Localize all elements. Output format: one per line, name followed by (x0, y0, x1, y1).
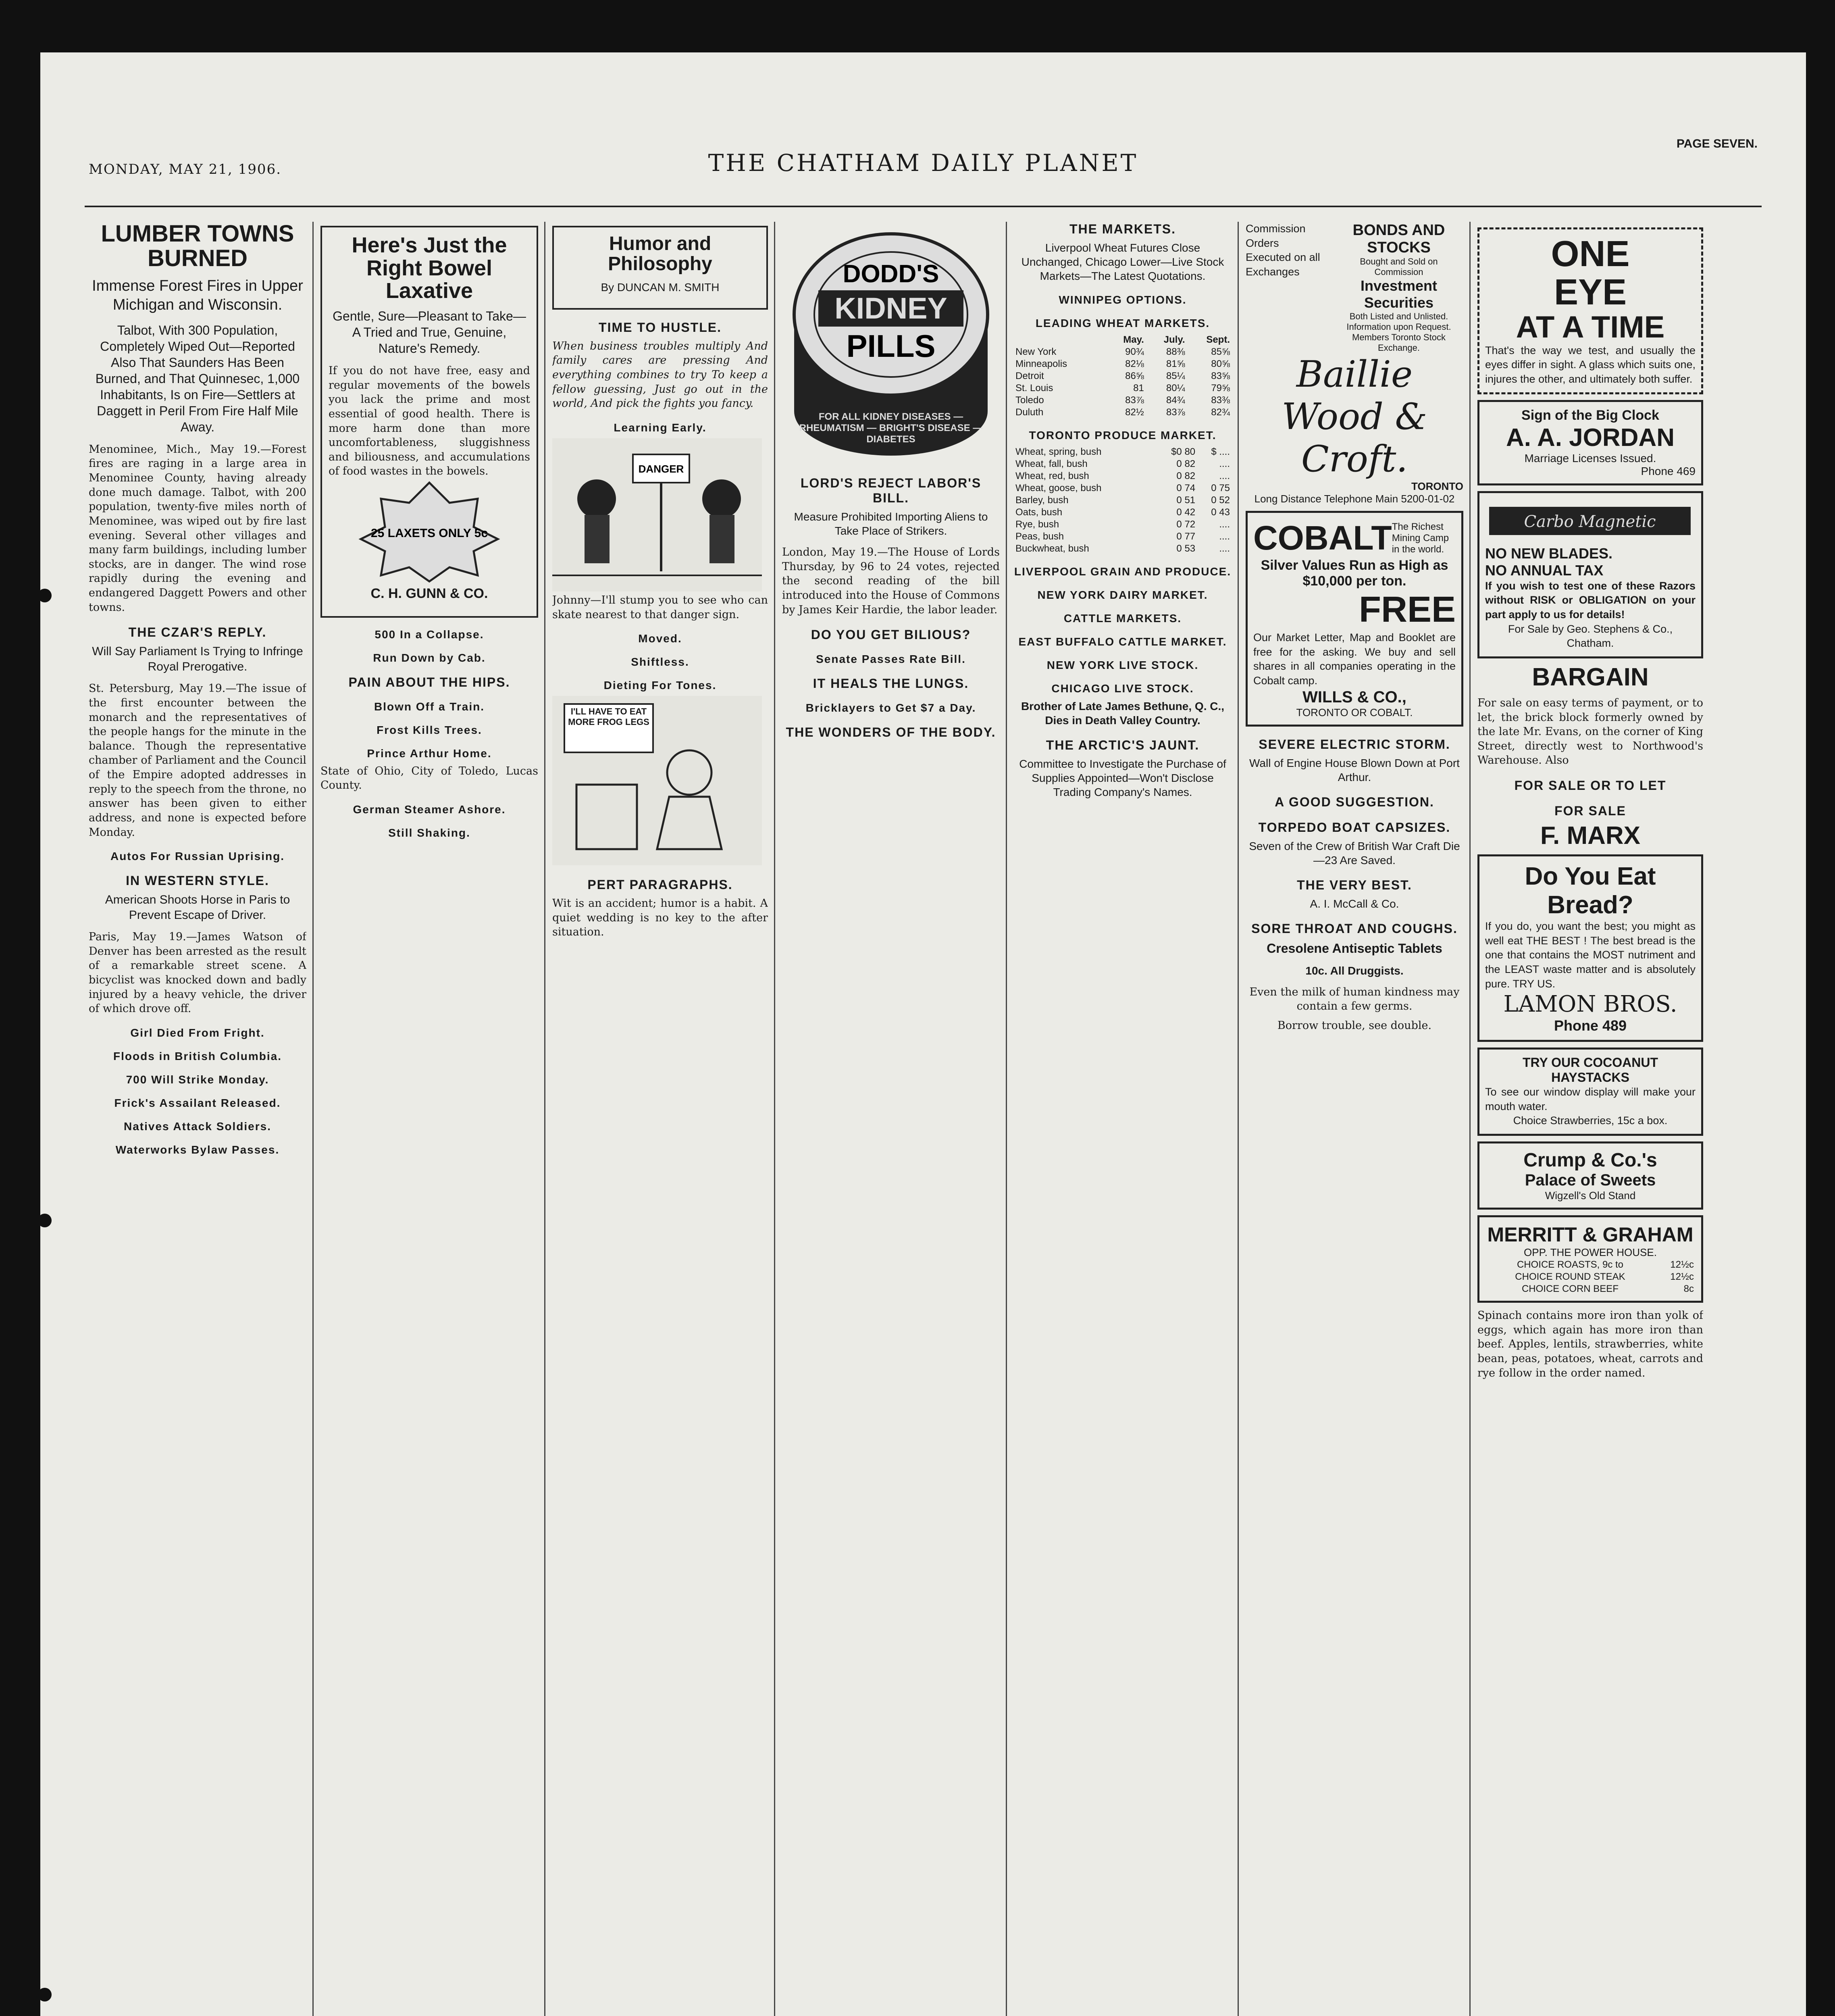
headline-prince: Prince Arthur Home. (367, 747, 492, 760)
headline-bethune: Brother of Late James Bethune, Q. C., Dies in Death Valley Country. (1021, 700, 1225, 727)
coconut-headline: TRY OUR COCOANUT HAYSTACKS (1523, 1055, 1658, 1085)
eye-ad (1477, 227, 1703, 394)
headline-sore-throat: SORE THROAT AND COUGHS. (1251, 921, 1458, 936)
cobalt-headline: COBALT (1253, 519, 1392, 557)
masthead (40, 137, 1806, 194)
table-cell: .... (1219, 543, 1230, 554)
grain-row (1014, 531, 1232, 543)
headline-toronto-produce: TORONTO PRODUCE MARKET. (1029, 429, 1217, 442)
table-cell: Peas, bush (1015, 531, 1064, 542)
table-cell: CHOICE ROUND STEAK (1515, 1271, 1625, 1283)
table-cell: 83⅜ (1211, 395, 1230, 406)
headline-cab: Run Down by Cab. (373, 651, 486, 664)
table-cell: .... (1219, 531, 1230, 542)
headline-humor: Humor and Philosophy (608, 233, 712, 275)
eye-line-2: EYE (1554, 272, 1627, 312)
column-3 (552, 222, 768, 2016)
headline-laxative: Here's Just the Right Bowel Laxative (352, 233, 507, 303)
headline-autos: Autos For Russian Uprising. (110, 850, 285, 863)
column-rule (312, 222, 314, 2016)
grain-row (1014, 494, 1232, 506)
headline-shaking: Still Shaking. (388, 826, 470, 839)
table-cell: 0 53 (1176, 543, 1196, 554)
table-cell: Minneapolis (1015, 358, 1067, 369)
cartoon-frog-legs (552, 696, 762, 865)
lamon-name: LAMON BROS. (1503, 991, 1677, 1018)
cobalt-ad (1246, 511, 1463, 727)
table-cell: Wheat, spring, bush (1015, 446, 1102, 457)
razor-no-blades: NO NEW BLADES. (1485, 545, 1613, 562)
merritt-price-row (1485, 1271, 1696, 1283)
leading-wheat-row (1014, 382, 1232, 394)
table-cell: .... (1219, 458, 1230, 469)
clock-headline: Sign of the Big Clock (1521, 407, 1659, 423)
merritt-sub: OPP. THE POWER HOUSE. (1524, 1246, 1657, 1259)
table-cell: 82¾ (1211, 407, 1230, 418)
laxets-seal-icon (329, 479, 530, 583)
coconut-body: To see our window display will make your mouth water. (1485, 1086, 1696, 1112)
headline-arctic: THE ARCTIC'S JAUNT. (1046, 738, 1200, 752)
headline-floods: Floods in British Columbia. (113, 1050, 282, 1062)
binding-hole (40, 1988, 52, 2001)
table-cell: 86⅝ (1125, 371, 1144, 381)
headline-lords: LORD'S REJECT LABOR'S BILL. (800, 476, 982, 505)
crump-ad (1477, 1141, 1703, 1210)
cobalt-body: Our Market Letter, Map and Booklet are free for the asking. We buy and sell shares in all companies operating in the Cobalt camp. (1253, 631, 1456, 687)
table-cell: Buckwheat, bush (1015, 543, 1089, 554)
cobalt-free: FREE (1359, 589, 1456, 630)
druggists-price: 10c. All Druggists. (1305, 964, 1404, 977)
bargain-body: For sale on easy terms of payment, or to let, the brick block formerly owned by the late Mr. Evans, on the corner of King Street, directly west to Northwood's Warehouse. Also (1477, 696, 1703, 767)
mccall-signature: A. I. McCall & Co. (1310, 897, 1399, 910)
column-rule (1238, 222, 1239, 2016)
headline-strike: 700 Will Strike Monday. (126, 1073, 269, 1086)
commission-orders: Commission Orders Executed on all Exchanges (1246, 223, 1320, 278)
merritt-ad (1477, 1215, 1703, 1303)
headline-chicago: CHICAGO LIVE STOCK. (1051, 682, 1194, 695)
table-cell: .... (1219, 471, 1230, 481)
grain-row (1014, 519, 1232, 531)
table-cell: 12½c (1670, 1271, 1694, 1283)
coconut-ad (1477, 1048, 1703, 1136)
leading-wheat-row (1014, 394, 1232, 406)
bonds-headline: BONDS AND STOCKS (1352, 222, 1445, 256)
table-cell: 85¼ (1166, 371, 1185, 381)
table-cell: 0 74 (1176, 483, 1196, 494)
table-cell: 84¾ (1166, 395, 1185, 406)
headline-lumber: LUMBER TOWNS BURNED (101, 222, 294, 271)
headline-markets: THE MARKETS. (1069, 222, 1176, 236)
table-cell: 0 82 (1176, 458, 1196, 469)
table-cell: Rye, bush (1015, 519, 1059, 530)
ohio-notice: State of Ohio, City of Toledo, Lucas County. (320, 764, 538, 792)
eye-line-3: AT A TIME (1516, 310, 1665, 344)
leading-wheat-row (1014, 346, 1232, 358)
deck-laxative: Gentle, Sure—Pleasant to Take—A Tried and True, Genuine, Nature's Remedy. (333, 309, 526, 356)
table-header-cell: July. (1163, 334, 1185, 345)
table-cell: 0 77 (1176, 531, 1196, 542)
cobalt-values: Silver Values Run as High as $10,000 per ton. (1261, 558, 1448, 589)
merritt-price-row (1485, 1259, 1696, 1271)
table-header-cell: May. (1123, 334, 1144, 345)
table-cell: 0 82 (1176, 471, 1196, 481)
table-cell: Wheat, fall, bush (1015, 458, 1088, 469)
headline-very-best: THE VERY BEST. (1297, 877, 1412, 892)
firm-phone: Long Distance Telephone Main 5200-01-02 (1254, 493, 1455, 505)
binding-hole (40, 1214, 52, 1227)
razor-seller: For Sale by Geo. Stephens & Co., Chatham. (1508, 623, 1673, 650)
crump-stand: Wigzell's Old Stand (1545, 1189, 1636, 1202)
column-7 (1477, 222, 1703, 2016)
filler-milk: Even the milk of human kindness may contain a few germs. (1249, 985, 1460, 1013)
jordan-phone: Phone 469 (1641, 464, 1696, 477)
headline-ny-dairy: NEW YORK DAIRY MARKET. (1037, 589, 1208, 601)
article-lumber: Menominee, Mich., May 19.—Forest fires are raging in a large area in Menominee County, having already done much damage. Talbot, with 200 population, twenty-five miles north of Menominee, was wiped out by fire last evening. Several other villages and many farm buildings, including lumber stocks, are in danger. The wind rose rapidly during the evening and endangered Daggett Powers and other towns. (89, 443, 306, 614)
coconut-strawberries: Choice Strawberries, 15c a box. (1513, 1114, 1668, 1127)
grain-row (1014, 543, 1232, 555)
column-5 (1014, 222, 1232, 2016)
column-rule (544, 222, 545, 2016)
table-cell: 81 (1133, 383, 1144, 394)
table-cell: New York (1015, 346, 1057, 357)
deck-lords: Measure Prohibited Importing Aliens to Take Place of Strikers. (794, 510, 988, 537)
dodds-line-3: PILLS (846, 328, 936, 364)
table-cell: 88⅜ (1166, 346, 1185, 357)
dodds-ring-text: FOR ALL KIDNEY DISEASES — RHEUMATISM — BRIGHT'S DISEASE — DIABETES (799, 411, 983, 445)
cobalt-side-text: The Richest Mining Camp in the world. (1392, 521, 1449, 555)
headline-torpedo: TORPEDO BOAT CAPSIZES. (1258, 820, 1451, 835)
table-cell: CHOICE CORN BEEF (1521, 1283, 1619, 1295)
deck-storm: Wall of Engine House Blown Down at Port Arthur. (1249, 756, 1460, 783)
cartoon-danger-sign (552, 438, 762, 591)
table-cell: 12½c (1670, 1259, 1694, 1270)
article-western: Paris, May 19.—James Watson of Denver has been arrested as the result of a remarkable street scene. A bicyclist was knocked down and badly injured by a heavy vehicle, the driver of which drove off. (89, 931, 306, 1015)
table-cell: St. Louis (1015, 383, 1053, 394)
table-cell: 0 43 (1211, 507, 1230, 518)
cartoon-joke: Johnny—I'll stump you to see who can skate nearest to that danger sign. (552, 594, 768, 621)
leading-wheat-row (1014, 370, 1232, 382)
bread-ad (1477, 854, 1703, 1042)
headline-suggestion: A GOOD SUGGESTION. (1275, 794, 1434, 809)
headline-cattle: CATTLE MARKETS. (1063, 612, 1182, 625)
table-cell: Wheat, goose, bush (1015, 483, 1102, 494)
table-cell: 81⅝ (1166, 358, 1185, 369)
table-cell: 79⅝ (1211, 383, 1230, 394)
bonds-header (1246, 222, 1463, 353)
headline-pert: PERT PARAGRAPHS. (587, 877, 733, 892)
laxets-seller: C. H. GUNN & CO. (370, 586, 488, 602)
grain-table (1014, 446, 1232, 555)
headline-senate: Senate Passes Rate Bill. (816, 653, 966, 666)
headline-czar: THE CZAR'S REPLY. (128, 625, 267, 640)
headline-lungs: IT HEALS THE LUNGS. (813, 676, 969, 691)
headline-bricklayers: Bricklayers to Get $7 a Day. (805, 702, 976, 714)
deck-arctic: Committee to Investigate the Purchase of Supplies Appointed—Won't Disclose Trading Company's Names. (1019, 758, 1226, 798)
table-cell: Detroit (1015, 371, 1044, 381)
grain-row (1014, 506, 1232, 519)
grain-row (1014, 470, 1232, 482)
table-cell: Duluth (1015, 407, 1044, 418)
table-cell: 80⅝ (1211, 358, 1230, 369)
headline-bilious: DO YOU GET BILIOUS? (811, 627, 971, 642)
grain-row (1014, 458, 1232, 470)
merritt-name: MERRITT & GRAHAM (1487, 1223, 1694, 1246)
dodds-line-2: KIDNEY (834, 292, 947, 325)
table-cell: 82½ (1125, 407, 1144, 418)
byline-humor: By DUNCAN M. SMITH (601, 281, 720, 294)
headline-liverpool: LIVERPOOL GRAIN AND PRODUCE. (1014, 565, 1232, 578)
seal-text: 25 LAXETS ONLY 5c (370, 527, 488, 540)
headline-frick: Frick's Assailant Released. (114, 1096, 281, 1109)
issue-date: MONDAY, MAY 21, 1906. (89, 161, 282, 177)
headline-natives: Natives Attack Soldiers. (124, 1120, 271, 1133)
marx-name: F. MARX (1540, 822, 1640, 850)
column-2 (320, 222, 538, 2016)
razor-body: If you wish to test one of these Razors without RISK or OBLIGATION on your part apply to us for details! (1485, 579, 1696, 621)
table-cell: .... (1219, 519, 1230, 530)
column-6 (1246, 222, 1463, 2016)
headline-storm: SEVERE ELECTRIC STORM. (1259, 737, 1450, 752)
article-spinach: Spinach contains more iron than yolk of eggs, which again has more iron than beef. Apples, lentils, strawberries, white bean, peas, potatoes, wheat, carrots and rye follow in the order named. (1477, 1309, 1703, 1379)
bread-body: If you do, you want the best; you might as well eat THE BEST ! The best bread is the one that contains the MOST nutriment and the LEAST waste matter and is absolutely pure. TRY US. (1485, 920, 1696, 990)
leading-wheat-row (1014, 358, 1232, 370)
frog-legs-text: I'LL HAVE TO EAT MORE FROG LEGS (568, 706, 649, 727)
table-cell: 0 72 (1176, 519, 1196, 530)
razor-no-tax: NO ANNUAL TAX (1485, 562, 1604, 579)
razor-ad (1477, 491, 1703, 658)
table-cell: 0 52 (1211, 495, 1230, 506)
headline-for-sale: FOR SALE (1554, 804, 1626, 818)
humor-header (552, 226, 768, 310)
wills-name: WILLS & CO., (1302, 688, 1406, 706)
merritt-prices (1485, 1259, 1696, 1295)
table-cell: 0 42 (1176, 507, 1196, 518)
eye-line-1: ONE (1551, 234, 1630, 274)
table-header-cell (1014, 334, 1105, 346)
investment-sub: Both Listed and Unlisted. Information upon Request. Members Toronto Stock Exchange. (1346, 311, 1451, 353)
dodds-line-1: DODD'S (843, 260, 939, 288)
column-rule (1006, 222, 1007, 2016)
grain-row (1014, 482, 1232, 494)
article-czar: St. Petersburg, May 19.—The issue of the first encounter between the monarch and the representatives of the people hangs for the minute in the balance. Though the representative chamber of Parliament and the Council of the Empire adopted addresses in reply to the speech from the throne, no answer has been given to either address, and none is expected before Monday. (89, 682, 306, 839)
deck-talbot: Talbot, With 300 Population, Completely Wiped Out—Reported Also That Saunders Has Been Burned, and That Quinnesec, 1,000 Inhabitants, Is on Fire—Settlers at Daggett in Peril From Fire Half Mile Away. (95, 323, 300, 434)
lamon-phone: Phone 489 (1554, 1017, 1627, 1034)
headline-buffalo: EAST BUFFALO CATTLE MARKET. (1018, 635, 1227, 648)
leading-wheat-table (1014, 334, 1232, 419)
table-cell: 85⅝ (1211, 346, 1230, 357)
headline-sale-or-let: FOR SALE OR TO LET (1514, 778, 1666, 793)
table-cell: Barley, bush (1015, 495, 1069, 506)
table-cell: 8c (1683, 1283, 1694, 1295)
newspaper-page (40, 52, 1806, 2016)
table-cell: CHOICE ROASTS, 9c to (1517, 1259, 1623, 1270)
headline-fright: Girl Died From Fright. (130, 1026, 265, 1039)
crump-name: Crump & Co.'s (1523, 1150, 1657, 1171)
table-cell: 0 75 (1211, 483, 1230, 494)
headline-western: IN WESTERN STYLE. (126, 873, 269, 888)
investment-securities: Investment Securities (1360, 277, 1438, 311)
headline-shiftless: Shiftless. (631, 656, 689, 669)
table-cell: 82⅛ (1125, 358, 1144, 369)
bread-line-1: Do You Eat (1525, 862, 1656, 891)
laxets-ad (320, 226, 538, 618)
headline-frost: Frost Kills Trees. (377, 723, 482, 736)
firm-city: TORONTO (1411, 480, 1463, 492)
leading-wheat-row (1014, 406, 1232, 419)
deck-torpedo: Seven of the Crew of British War Craft Die—23 Are Saved. (1249, 839, 1460, 866)
table-cell: $ .... (1211, 446, 1230, 457)
headline-bargain: BARGAIN (1532, 663, 1649, 691)
table-header-row (1014, 334, 1232, 346)
headline-diet: Dieting For Tones. (603, 679, 717, 692)
deck-western: American Shoots Horse in Paris to Prevent Escape of Driver. (105, 893, 290, 922)
table-cell: Oats, bush (1015, 507, 1063, 518)
page-number: PAGE SEVEN. (1676, 137, 1758, 150)
bonds-sub: Bought and Sold on Commission (1360, 256, 1438, 277)
binding-hole (40, 589, 52, 602)
grain-row (1014, 446, 1232, 458)
razor-brand: Carbo Magnetic (1524, 512, 1656, 531)
jordan-name: A. A. JORDAN (1506, 423, 1675, 452)
headline-leading-wheat: LEADING WHEAT MARKETS. (1035, 317, 1210, 329)
table-cell: 80¼ (1166, 383, 1185, 394)
danger-sign-text: DANGER (638, 462, 684, 475)
table-cell: $0 80 (1171, 446, 1196, 457)
article-lords: London, May 19.—The House of Lords Thursday, by 96 to 24 votes, rejected the second reading of the bill introduced into the House of Commons by James Keir Hardie, the labor leader. (782, 546, 1000, 616)
headline-wonders: THE WONDERS OF THE BODY. (786, 725, 996, 740)
wills-location: TORONTO OR COBALT. (1296, 706, 1413, 719)
cartoon-caption: Learning Early. (614, 421, 707, 434)
jordan-ad (1477, 400, 1703, 485)
bread-line-2: Bread? (1547, 891, 1633, 919)
headline-hips: PAIN ABOUT THE HIPS. (348, 675, 510, 689)
headline-hustle: TIME TO HUSTLE. (599, 320, 722, 335)
headline-winnipeg: WINNIPEG OPTIONS. (1059, 294, 1187, 306)
merritt-price-row (1485, 1283, 1696, 1295)
cresolene-name: Cresolene Antiseptic Tablets (1267, 941, 1442, 956)
poem-hustle: When business troubles multiply And family cares are pressing And everything combines to try To keep a fellow guessing, Just go out in the world, And pick the fights you fancy. (552, 339, 768, 410)
table-cell: 83⅞ (1166, 407, 1185, 418)
deck-markets: Liverpool Wheat Futures Close Unchanged, Chicago Lower—Live Stock Markets—The Latest Quotations. (1021, 242, 1224, 282)
newspaper-title: THE CHATHAM DAILY PLANET (708, 149, 1138, 177)
masthead-rule (85, 206, 1762, 207)
crump-palace: Palace of Sweets (1525, 1171, 1656, 1189)
table-cell: Wheat, red, bush (1015, 471, 1089, 481)
headline-ny-live-stock: NEW YORK LIVE STOCK. (1046, 659, 1199, 671)
headline-collapse: 500 In a Collapse. (374, 628, 484, 641)
headline-moved: Moved. (638, 632, 682, 645)
table-cell: 90¾ (1125, 346, 1144, 357)
table-header-cell: Sept. (1206, 334, 1230, 345)
jordan-sub: Marriage Licenses Issued. (1524, 452, 1656, 464)
column-1 (89, 222, 306, 2016)
article-pert: Wit is an accident; humor is a habit. A quiet wedding is no key to the after situation. (552, 897, 768, 939)
table-cell: 0 51 (1176, 495, 1196, 506)
dodds-pill-box-icon (782, 222, 1000, 464)
table-cell: 83⅞ (1125, 395, 1144, 406)
firm-signature: Baillie Wood & Croft. (1282, 353, 1427, 480)
headline-train: Blown Off a Train. (374, 700, 485, 713)
column-4 (782, 222, 1000, 2016)
table-cell: Toledo (1015, 395, 1044, 406)
article-laxative: If you do not have free, easy and regular movements of the bowels you lack the prime and most essential of good health. There is more harm done than more uncomfortableness, sluggishness and biliousness, and accumulations of food wastes in the bowels. (329, 364, 530, 478)
filler-borrow: Borrow trouble, see double. (1277, 1019, 1432, 1032)
headline-waterworks: Waterworks Bylaw Passes. (115, 1143, 280, 1156)
eye-body: That's the way we test, and usually the eyes differ in sight. A glass which suits one, injures the other, and ultimately both suffer. (1485, 344, 1696, 385)
deck-czar: Will Say Parliament Is Trying to Infringe Royal Prerogative. (92, 645, 303, 673)
column-rule (1469, 222, 1471, 2016)
column-rule (774, 222, 775, 2016)
razor-icon (1485, 499, 1695, 543)
headline-steamer: German Steamer Ashore. (353, 803, 506, 816)
table-cell: 83⅝ (1211, 371, 1230, 381)
deck-lumber: Immense Forest Fires in Upper Michigan and Wisconsin. (92, 277, 303, 314)
